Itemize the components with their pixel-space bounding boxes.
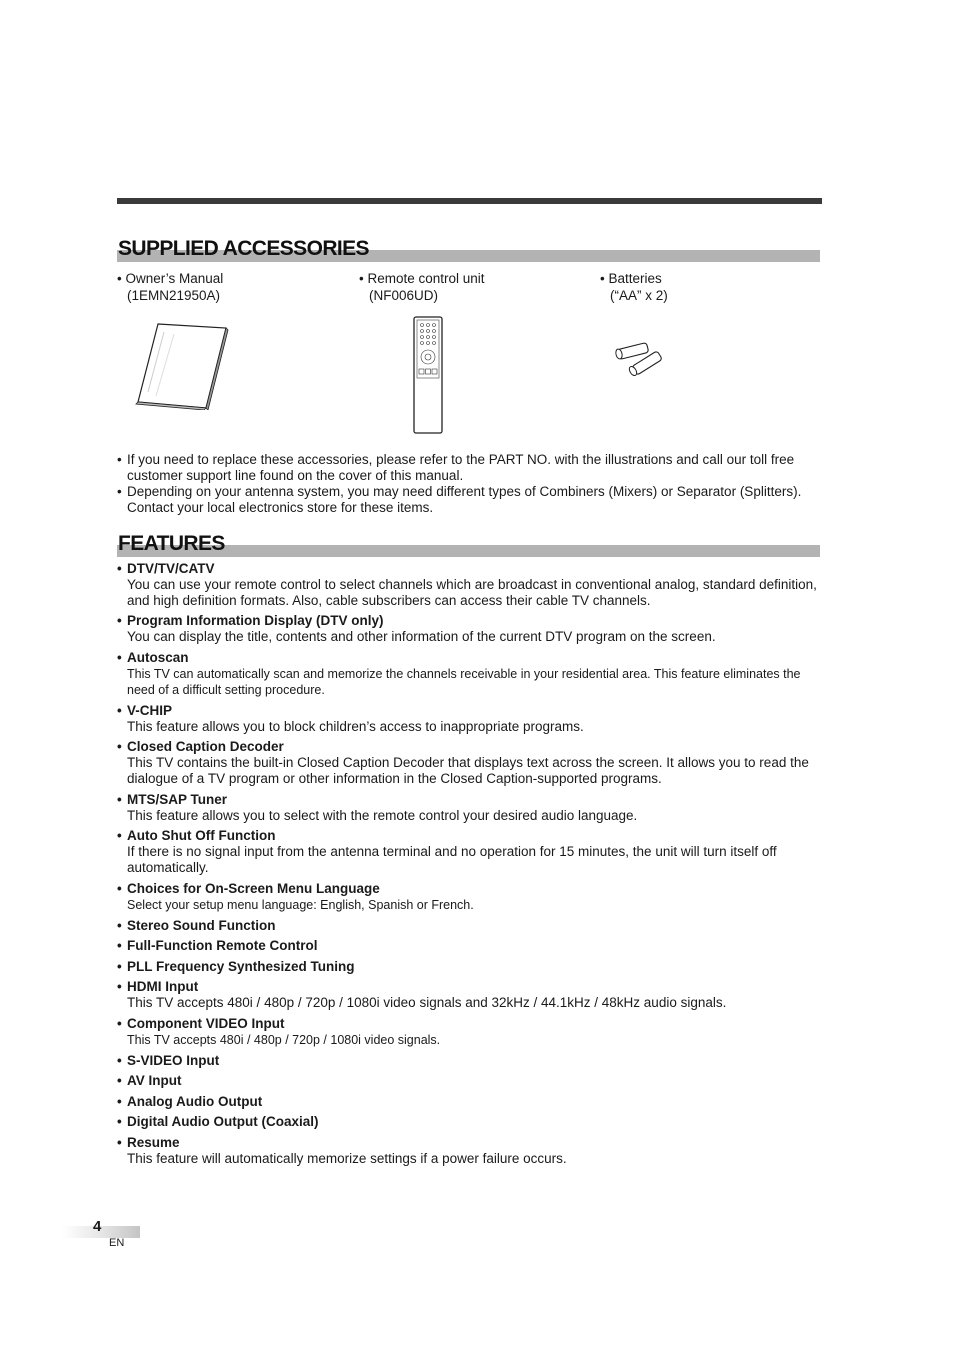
section-title: SUPPLIED ACCESSORIES bbox=[118, 237, 369, 260]
feature-desc: This feature allows you to block children’s access to inappropriate programs. bbox=[127, 719, 584, 734]
feature-desc: This feature allows you to select with the remote control your desired audio language. bbox=[127, 808, 638, 823]
feature-desc: This TV accepts 480i / 480p / 720p / 1080i video signals. bbox=[127, 1033, 441, 1047]
feature-desc: This feature will automatically memorize settings if a power failure occurs. bbox=[127, 1151, 567, 1166]
feature-title: • AV Input bbox=[117, 1073, 820, 1089]
page-language: EN bbox=[109, 1237, 125, 1249]
feature-item bbox=[117, 739, 820, 787]
feature-title: • Full-Function Remote Control bbox=[117, 938, 820, 954]
top-rule bbox=[117, 198, 822, 204]
feature-item bbox=[117, 650, 820, 698]
accessory-batteries bbox=[600, 270, 668, 304]
accessory-part-no: (NF006UD) bbox=[369, 288, 439, 303]
feature-title: • Program Information Display (DTV only) bbox=[117, 613, 820, 629]
section-title: FEATURES bbox=[118, 532, 225, 555]
feature-item bbox=[117, 918, 820, 934]
accessory-part-no: (“AA” x 2) bbox=[610, 288, 668, 303]
feature-item bbox=[117, 792, 820, 824]
feature-title: • DTV/TV/CATV bbox=[117, 561, 820, 577]
feature-item bbox=[117, 1053, 820, 1069]
feature-title: • MTS/SAP Tuner bbox=[117, 792, 820, 808]
feature-title: • S-VIDEO Input bbox=[117, 1053, 820, 1069]
feature-desc: If there is no signal input from the antenna terminal and no operation for 15 minutes, the unit will turn itself off automatically. bbox=[127, 844, 777, 875]
feature-title: • Closed Caption Decoder bbox=[117, 739, 820, 755]
feature-item bbox=[117, 828, 820, 876]
accessory-owners-manual bbox=[117, 270, 223, 304]
feature-item bbox=[117, 938, 820, 954]
feature-title: • Resume bbox=[117, 1135, 820, 1151]
accessory-part-no: (1EMN21950A) bbox=[127, 288, 221, 303]
feature-title: • Choices for On-Screen Menu Language bbox=[117, 881, 820, 897]
feature-desc: Select your setup menu language: English, Spanish or French. bbox=[127, 898, 474, 912]
accessory-name: • Owner’s Manual bbox=[117, 271, 224, 286]
feature-item bbox=[117, 613, 820, 645]
feature-item bbox=[117, 1094, 820, 1110]
supplied-accessories-heading bbox=[117, 232, 820, 262]
feature-title: • V-CHIP bbox=[117, 703, 820, 719]
accessory-remote-control bbox=[359, 270, 485, 304]
note-item: • Depending on your antenna system, you may need different types of Combiners (Mixers) or Separator (Splitters). Contact your local electronics store for these items. bbox=[117, 484, 820, 516]
feature-title: • Autoscan bbox=[117, 650, 820, 666]
feature-title: • PLL Frequency Synthesized Tuning bbox=[117, 959, 820, 975]
accessory-name: • Remote control unit bbox=[359, 271, 485, 286]
feature-item bbox=[117, 1073, 820, 1089]
feature-desc: This TV contains the built-in Closed Caption Decoder that displays text across the screen. It allows you to read the dialogue of a TV program or other information in the Closed Caption-supported programs. bbox=[127, 755, 809, 786]
feature-item bbox=[117, 561, 820, 609]
remote-control-icon bbox=[412, 315, 444, 435]
batteries-icon bbox=[614, 340, 668, 378]
page-number: 4 bbox=[93, 1218, 102, 1235]
feature-item bbox=[117, 979, 820, 1011]
manual-icon bbox=[134, 322, 230, 410]
feature-desc: You can use your remote control to select channels which are broadcast in conventional analog, standard definition, and high definition formats. Also, cable subscribers can access their cable TV channels. bbox=[127, 577, 817, 608]
feature-title: • Auto Shut Off Function bbox=[117, 828, 820, 844]
feature-item bbox=[117, 1016, 820, 1048]
feature-title: • Digital Audio Output (Coaxial) bbox=[117, 1114, 820, 1130]
feature-item bbox=[117, 959, 820, 975]
feature-desc: You can display the title, contents and other information of the current DTV program on the screen. bbox=[127, 629, 716, 644]
feature-item bbox=[117, 881, 820, 913]
feature-title: • Component VIDEO Input bbox=[117, 1016, 820, 1032]
feature-title: • HDMI Input bbox=[117, 979, 820, 995]
features-heading bbox=[117, 527, 820, 557]
accessory-notes bbox=[117, 452, 820, 516]
feature-item bbox=[117, 703, 820, 735]
feature-desc: This TV can automatically scan and memorize the channels receivable in your residential area. This feature eliminates the need of a difficult setting procedure. bbox=[127, 667, 801, 697]
note-item: • If you need to replace these accessories, please refer to the PART NO. with the illustrations and call our toll free customer support line found on the cover of this manual. bbox=[117, 452, 820, 484]
feature-item bbox=[117, 1114, 820, 1130]
feature-title: • Stereo Sound Function bbox=[117, 918, 820, 934]
feature-item bbox=[117, 1135, 820, 1167]
accessory-name: • Batteries bbox=[600, 271, 662, 286]
feature-title: • Analog Audio Output bbox=[117, 1094, 820, 1110]
feature-desc: This TV accepts 480i / 480p / 720p / 1080i video signals and 32kHz / 44.1kHz / 48kHz audio signals. bbox=[127, 995, 727, 1010]
